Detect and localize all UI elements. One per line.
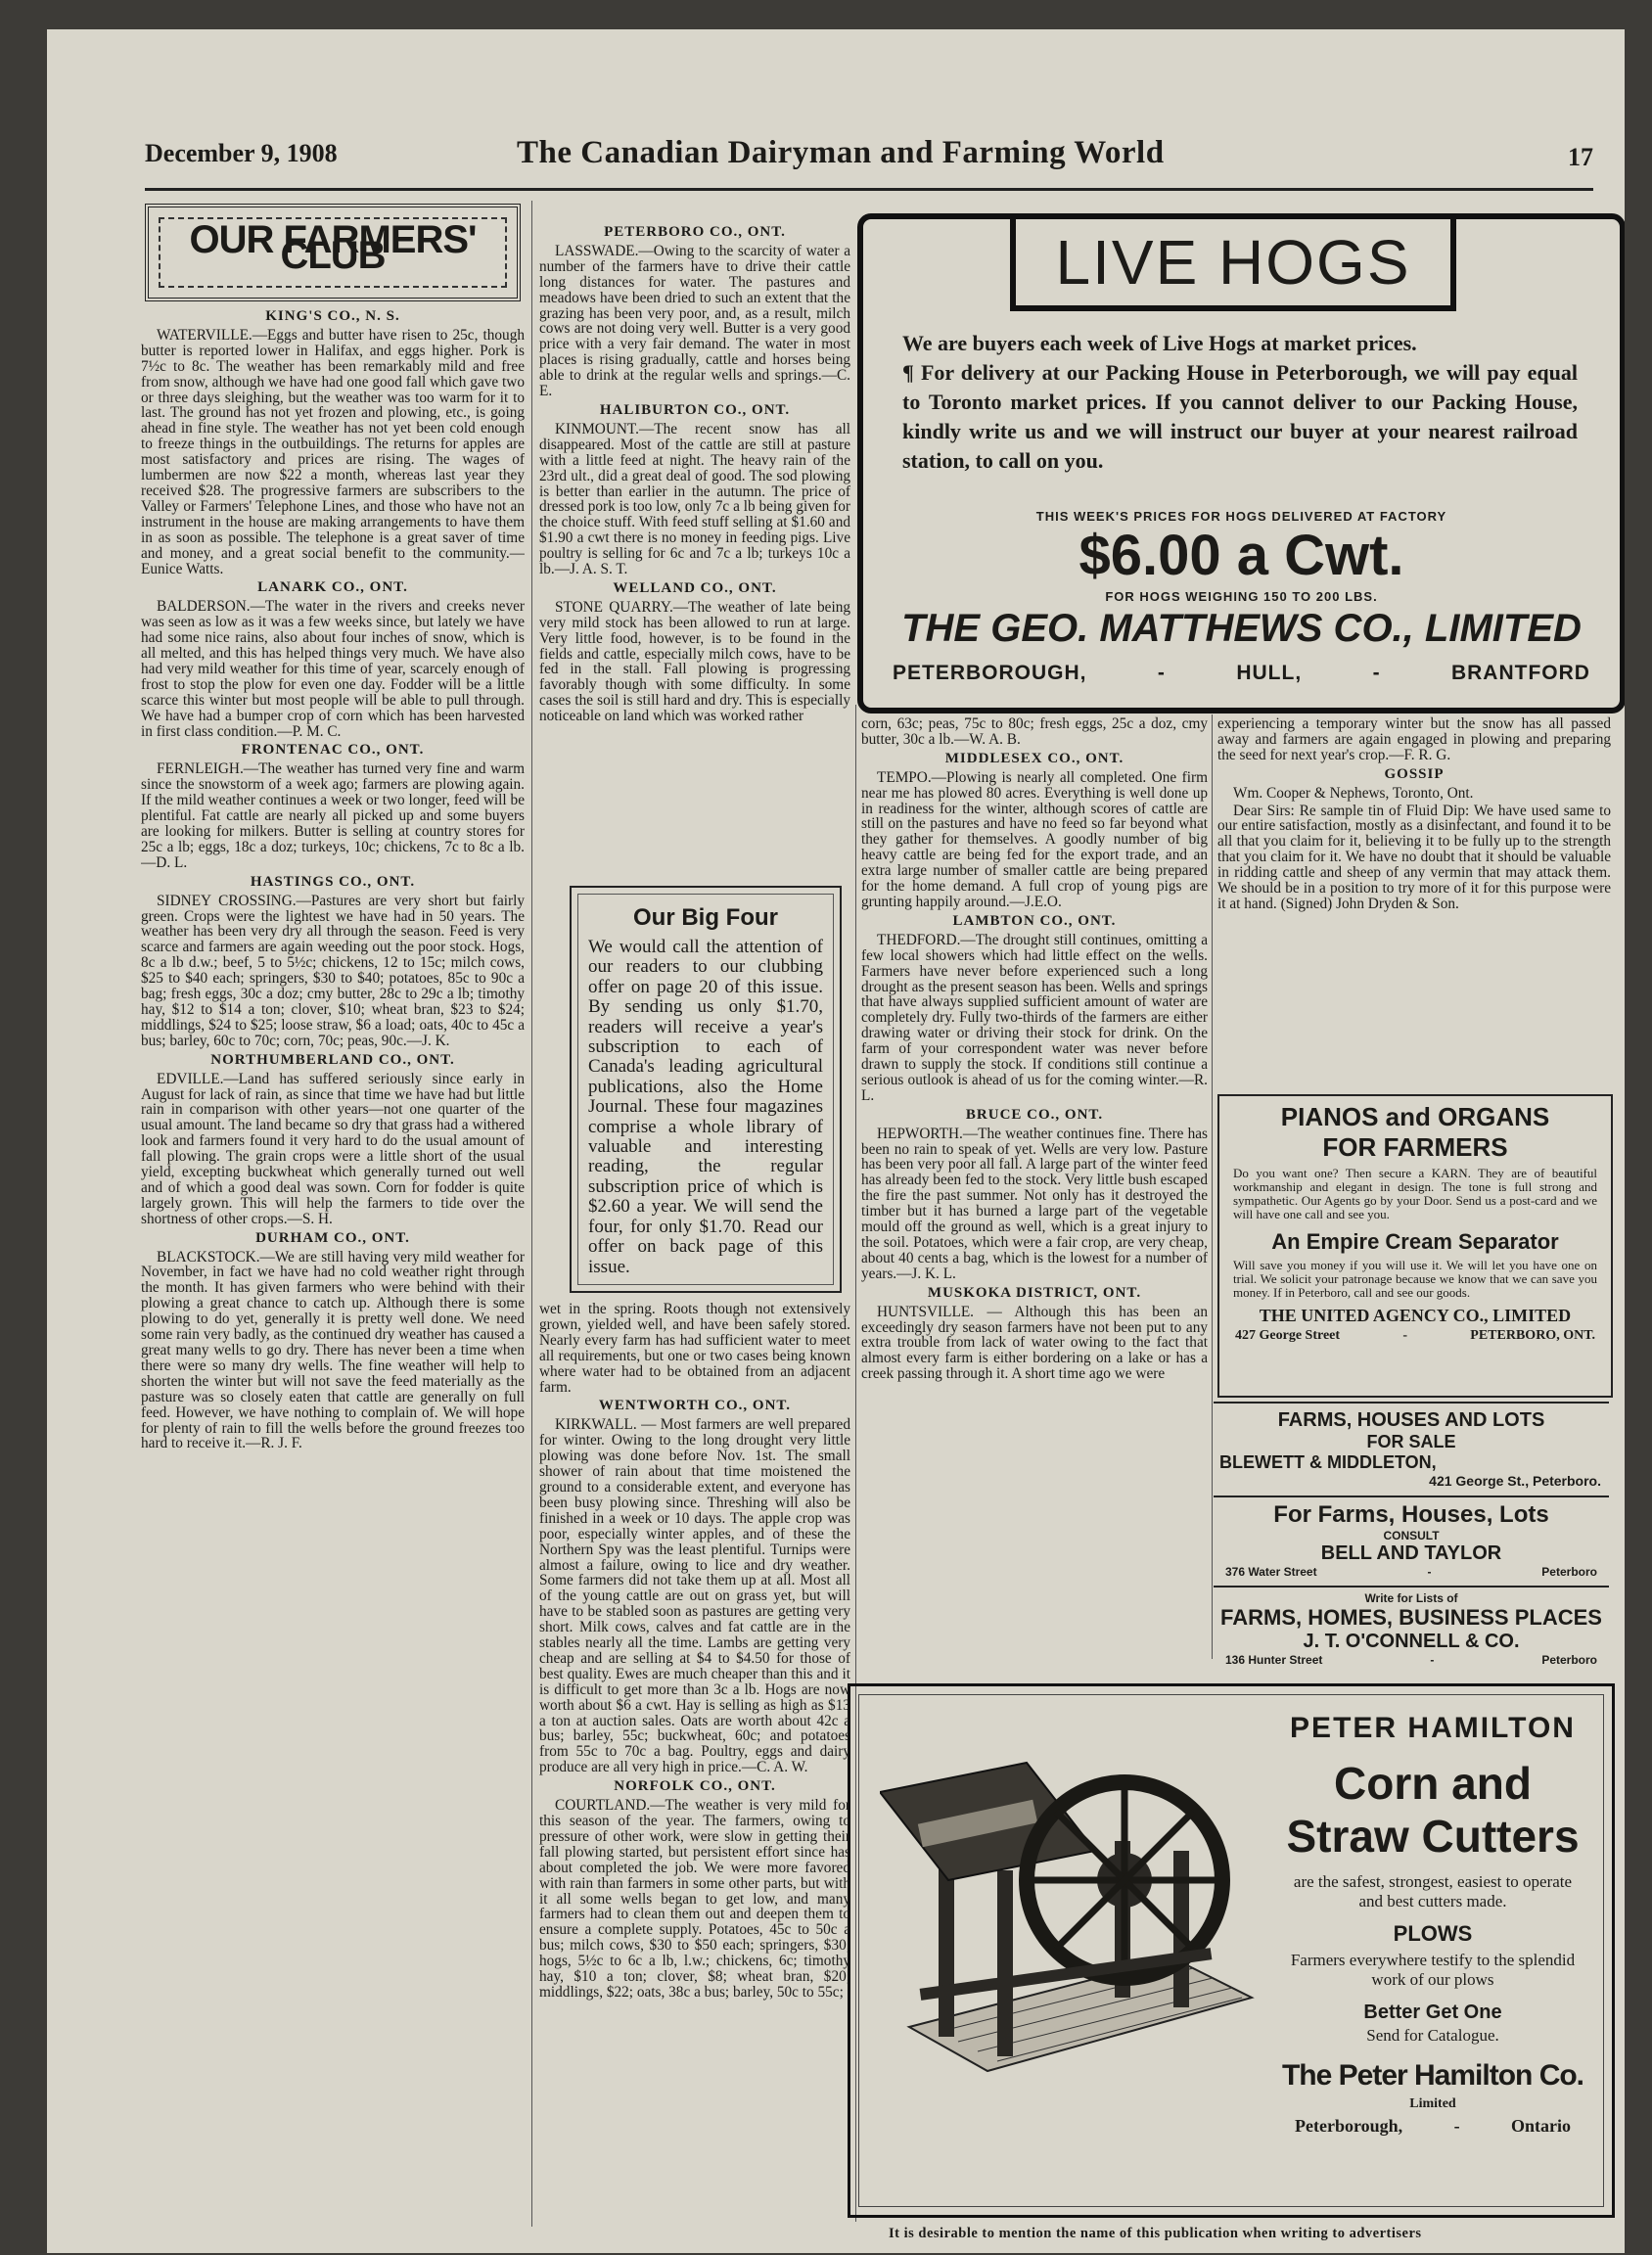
section-heading: LANARK CO., ONT. — [257, 579, 408, 596]
section-heading: WELLAND CO., ONT. — [613, 579, 777, 596]
bell-line-4 — [1214, 1565, 1609, 1579]
bell-taylor-ad — [1214, 1496, 1609, 1579]
column-2-bottom-articles — [539, 1302, 850, 2001]
straw-cutter-illustration — [880, 1733, 1262, 2086]
hamilton-location — [1271, 2112, 1594, 2140]
article-paragraph: BLACKSTOCK.—We are still having very mild weather for November, in fact we have had no cold weather right through the month. It has given farmers who were behind with their plowing a great chance to catch up. Although there is some plowing to do yet, generally it is pretty well done. We need some rain very badly, as the continued dry weather has caused a great many wells to go dry. There has never been a time when there were so many dry wells. The fine weather will help to shorten the winter but will not save the feed materially as the pasture was so closely eaten that cattle are generally on full feed. However, we have nothing to complain of. We will hope for plenty of rain to fill the wells before the ground freezes too hard to receive it.—R. J. F. — [141, 1248, 525, 1452]
article-paragraph: HUNTSVILLE. — Although this has been an exceedingly dry season farmers have not been put to any extra trouble from lack of water owing to the fact that almost every farm is either bordering on a lake or has a creek passing through it. A short time ago we were — [861, 1303, 1208, 1383]
oconnell-city: Peterboro — [1541, 1653, 1597, 1667]
city-peterborough: PETERBOROUGH, — [893, 662, 1087, 684]
article-paragraph: HEPWORTH.—The weather continues fine. There has been no rain to speak of yet. Wells are very low. Pasture has been very poor all fall. A large part of the winter feed has already been fed to the stock. Very little bush escaped the fire the past summer. Not only has it destroyed the timber but it has burned a large part of the vegetable mould off the ground as well, which is a great injury to the soil. Potatoes, which were a fair crop, are very cheap, about 40 cents a bag, which is the lowest for a number of years.—J. K. L. — [861, 1125, 1208, 1282]
hamilton-headline-2: Straw Cutters — [1286, 1811, 1580, 1862]
section-heading: KING'S CO., N. S. — [265, 308, 400, 324]
live-hogs-line-2: ¶ For delivery at our Packing House in Peterborough, we will pay equal to Toronto market prices. If you cannot deliver to our Packing House, kindly write us and we will instruct our buyer at your nearest railroad station, to call on you. — [902, 360, 1578, 473]
oconnell-line-1: Write for Lists of — [1364, 1591, 1458, 1605]
live-hogs-ad — [857, 213, 1625, 713]
blewett-line-1: FARMS, HOUSES AND LOTS — [1277, 1409, 1545, 1431]
header-rule — [145, 188, 1593, 191]
agency-city: PETERBORO, ONT. — [1470, 1328, 1595, 1343]
dash: - — [1372, 662, 1381, 684]
article-paragraph: Wm. Cooper & Nephews, Toronto, Ont. — [1233, 784, 1474, 802]
hamilton-province: Ontario — [1511, 2116, 1571, 2136]
section-heading: GOSSIP — [1384, 765, 1445, 782]
pianos-subtitle: FOR FARMERS — [1322, 1132, 1508, 1162]
oconnell-line-2: FARMS, HOMES, BUSINESS PLACES — [1220, 1605, 1602, 1630]
article-paragraph: KINMOUNT.—The recent snow has all disappeared. Most of the cattle are still at pasture with a little feed at night. The heavy rain of the 23rd ult., did a great deal of good. The sod plowing is better than earlier in the autumn. The price of dressed pork is too low, only 7c a lb being given for the choice stuff. With feed stuff selling at $1.60 and $1.90 a cwt there is no money in feeding pigs. Live poultry is selling for 6c and 7c a lb; turkeys 10c a lb.—J. A. S. T. — [539, 420, 850, 578]
section-heading: MIDDLESEX CO., ONT. — [944, 750, 1124, 766]
page-header — [145, 135, 1593, 178]
united-agency-address — [1219, 1326, 1611, 1346]
hamilton-plows: PLOWS — [1393, 1921, 1473, 1946]
section-heading: MUSKOKA DISTRICT, ONT. — [927, 1284, 1142, 1301]
peter-hamilton-ad — [848, 1683, 1615, 2218]
city-brantford: BRANTFORD — [1450, 662, 1590, 684]
section-heading: NORTHUMBERLAND CO., ONT. — [210, 1051, 455, 1068]
hamilton-text — [1271, 1712, 1594, 2140]
article-paragraph: Dear Sirs: Re sample tin of Fluid Dip: We have used same to our entire satisfaction, mostly as a disinfectant, and found it to be all that you claim for it, believing it to be fully up to the strength that you claim for it. We have no doubt that it should be valuable in ridding cattle and sheep of any vermin that may attack them. We should be in a position to try more of it for this purpose were it at hand. (Signed) John Dryden & Son. — [1217, 802, 1611, 912]
united-agency: THE UNITED AGENCY CO., LIMITED — [1259, 1306, 1572, 1325]
blewett-line-4: 421 George St., Peterboro. — [1429, 1473, 1601, 1489]
article-paragraph: BALDERSON.—The water in the rivers and creeks never was seen as low as it was a few weeks since, but lately we have had some nice rains, also about four inches of snow, which is all melted, and this has helped things very much. We have also had very mild weather for this time of year, scarcely enough of frost to stop the plow for even one day. Fodder will be a little scarce this winter but most people will be able to pull through. We have had a bumper crop of corn which has been harvested in first class condition.—P. M. C. — [141, 598, 525, 740]
article-paragraph: LASSWADE.—Owing to the scarcity of water a number of the farmers have to drive their cattle long distances for water. The pastures and meadows have been dried to such an extent that the grazing has been very poor, and, as a result, milch cows are not doing very well. Butter is a very good price with a very fair demand. The water in most places is rising gradually, cattle and horses being able to drink at the regular wells and springs.—C. E. — [539, 242, 850, 400]
article-paragraph: STONE QUARRY.—The weather of late being very mild stock has been allowed to run at large. Very little food, however, is to be found in the fields and cattle, especially milch cows, have to be fed in the stall. Fall plowing is progressing favorably though with some difficulty. In some cases the soil is still hard and dry. This is especially noticeable on land which was worked rather — [539, 598, 850, 725]
live-hogs-weight: FOR HOGS WEIGHING 150 TO 200 LBS. — [1105, 589, 1378, 604]
section-heading: PETERBORO CO., ONT. — [604, 224, 786, 240]
section-heading: WENTWORTH CO., ONT. — [598, 1398, 792, 1414]
bell-line-1: For Farms, Houses, Lots — [1273, 1501, 1549, 1528]
publication-title: The Canadian Dairyman and Farming World — [517, 135, 1165, 170]
issue-date: December 9, 1908 — [145, 139, 338, 167]
hamilton-city: Peterborough, — [1295, 2116, 1403, 2136]
column-1 — [141, 204, 525, 2230]
article-paragraph: EDVILLE.—Land has suffered seriously since early in August for lack of rain, as since that time we have had but little rain in comparison with other years—not one quarter of the usual amount. The land became so dry that grass had a withered look and farmers found it very hard to do the usual amount of fall plowing. The grain crops were a little short of the usual yield, excepting buckwheat which generally turned out well and of which a good deal was sown. Corn for fodder is quite largely grown. This will help the farmers to tide over the shortness of other crops.—S. H. — [141, 1070, 525, 1227]
big-four-title: Our Big Four — [633, 904, 778, 931]
section-heading: HALIBURTON CO., ONT. — [599, 401, 791, 418]
live-hogs-price: $6.00 a Cwt. — [1078, 524, 1404, 587]
article-paragraph: THEDFORD.—The drought still continues, omitting a few local showers which had little effect on the wells. Farmers have never before experienced such a long drought as the present season has been. Wells and springs that have always supplied sufficient amount of water are completely dry. Fully two-thirds of the farmers are either drawing water or driving their stock for drink. On the farm of your correspondent water was never before drawn to supply the stock. If conditions still continue a serious outlook is ahead of us for the coming winter.—R. L. — [861, 931, 1208, 1104]
section-heading: FRONTENAC CO., ONT. — [241, 742, 425, 759]
bell-city: Peterboro — [1541, 1565, 1597, 1579]
separator-text: Will save you money if you will use it. We will let you have one on trial. We solicit your patronage because we know that we can save you money. If in Peterboro, call and see our goods. — [1233, 1258, 1597, 1300]
article-continuation: experiencing a temporary winter but the snow has all passed away and farmers are again engaged in plowing and preparing the seed for next year's crop.—F. R. G. — [1217, 716, 1611, 763]
dash: - — [1453, 2116, 1460, 2136]
hamilton-desc: are the safest, strongest, easiest to operate and best cutters made. — [1293, 1872, 1573, 1910]
oconnell-line-4 — [1214, 1653, 1609, 1667]
column-divider — [1212, 714, 1213, 1659]
live-hogs-company: THE GEO. MATTHEWS CO., LIMITED — [901, 607, 1582, 650]
hamilton-catalogue: Send for Catalogue. — [1366, 2026, 1499, 2045]
dash: - — [1430, 1653, 1435, 1667]
bell-street: 376 Water Street — [1225, 1565, 1317, 1579]
article-paragraph: WATERVILLE.—Eggs and butter have risen to 25c, though butter is reported lower in Halifax, and eggs higher. Pork is 7½c to 8c. The weather has been remarkably mild and free from snow, although we have had one good fall which gave two or three days sleighing, but the weather was too warm for it to last. The ground has not yet frozen and plowing, etc., is going ahead in fine style. The weather has not yet been cold enough to freeze things in the outbuildings. The returns for apples are most satisfactory and prices are rising. The wages of lumbermen are now $22 a month, whereas last year they received $28. The progressive farmers are subscribers to the Valley or Farmers' Telephone Lines, and those who have not an instrument in the house are making arrangements to have them in as soon as possible. The telephone is a great saver of time and money, and a great social benefit to the community.—Eunice Watts. — [141, 326, 525, 577]
column-4-articles — [1217, 716, 1611, 912]
column-2-top-articles — [539, 225, 850, 724]
article-continuation: wet in the spring. Roots though not extensively grown, yielded well, and have been safely stored. Nearly every farm has had sufficient water to meet all requirements, but one or two cases being known where water had to be obtained from an adjacent farm. — [539, 1302, 850, 1396]
blewett-line-3: BLEWETT & MIDDLETON, — [1219, 1452, 1437, 1472]
article-continuation: corn, 63c; peas, 75c to 80c; fresh eggs, 25c a doz, cmy butter, 30c a lb.—W. A. B. — [861, 716, 1208, 748]
hamilton-company: The Peter Hamilton Co. — [1281, 2059, 1584, 2092]
hamilton-headline-1: Corn and — [1334, 1758, 1532, 1809]
farmers-club-banner — [145, 204, 521, 301]
oconnell-line-3: J. T. O'CONNELL & CO. — [1303, 1631, 1520, 1652]
live-hogs-week-prices: THIS WEEK'S PRICES FOR HOGS DELIVERED AT FACTORY — [1035, 509, 1447, 524]
pianos-organs-ad — [1217, 1094, 1613, 1398]
article-paragraph: COURTLAND.—The weather is very mild for this season of the year. The farmers, owing to pressure of other work, were slow in getting their fall plowing started, but persistent effort since has about completed the job. We were more favored with rain than farmers in some other parts, but with it all some wells began to get low, and many farmers had to clean them out and deepen them to ensure a complete supply. Potatoes, 45c to 50c a bus; milch cows, $30 to $50 each; springers, $30; hogs, 5½c to 6c a lb, l.w.; chickens, 6c; timothy hay, $10 a ton; clover, $8; wheat bran, $20; middlings, $22; oats, 38c a bus; barley, 50c to 55c; — [539, 1797, 850, 2001]
article-paragraph: SIDNEY CROSSING.—Pastures are very short but fairly green. Crops were the lightest we have had in 50 years. The weather has been very dry all through the season. Feed is very scarce and farmers are again weeding out the poor stock. Hogs, 8c a lb d.w.; beef, 5 to 5½c; chickens, 12 to 15c; milch cows, $25 to $40 each; springers, $30 to $40; potatoes, 85c to 90c a bag; fresh eggs, 30c a doz; cmy butter, 28c to 29c a lb; timothy hay, $12 to $14 a ton; clover, $10; wheat bran, $23 to $24; middlings, $24 to $25; loose straw, $6 a load; oats, 40c to 45c a bus; barley, 60c to 70c; corn, 70c; peas, 90c.—J. K. — [141, 892, 525, 1049]
newspaper-page — [47, 29, 1625, 2253]
column-2-top — [539, 221, 850, 867]
article-paragraph: FERNLEIGH.—The weather has turned very fine and warm since the snowstorm of a week ago; farmers are plowing again. If the mild weather continues a week or two longer, feed will be plentiful. Fat cattle are nearly all picked up and some buyers are looking for milkers. Butter is selling at country stores for 25c a lb; eggs, 18c a doz; turkeys, 10c; chickens, 7c to 8c a lb.—D. L. — [141, 760, 525, 871]
bell-line-3: BELL AND TAYLOR — [1320, 1542, 1502, 1564]
advertisers-note: It is desirable to mention the name of this publication when writing to advertisers — [889, 2226, 1422, 2241]
column-1-articles — [141, 309, 525, 1451]
pianos-title: PIANOS and ORGANS — [1280, 1102, 1550, 1131]
column-4 — [1217, 716, 1611, 1088]
section-heading: DURHAM CO., ONT. — [255, 1229, 410, 1246]
separator-title: An Empire Cream Separator — [1271, 1229, 1559, 1254]
city-hull: HULL, — [1236, 662, 1303, 684]
dash: - — [1427, 1565, 1432, 1579]
oconnell-street: 136 Hunter Street — [1225, 1653, 1323, 1667]
column-3-articles — [861, 716, 1208, 1382]
section-heading: BRUCE CO., ONT. — [965, 1106, 1104, 1123]
dash: - — [1157, 662, 1166, 684]
live-hogs-line-1: We are buyers each week of Live Hogs at market prices. — [902, 331, 1417, 355]
oconnell-ad — [1214, 1586, 1609, 1668]
section-heading: HASTINGS CO., ONT. — [250, 873, 416, 890]
column-3 — [861, 716, 1208, 1656]
hamilton-plows-desc: Farmers everywhere testify to the splendid work of our plows — [1290, 1951, 1576, 1989]
article-paragraph: TEMPO.—Plowing is nearly all completed. One firm near me has plowed 80 acres. Everything is well done up in readiness for the winter, although scores of cattle are still on the pastures and have no feed so far beyond what they gather for themselves. A goodly number of big heavy cattle are being fed for the export trade, and an extra large number of smaller cattle are being prepared for the home demand. A full crop of young pigs are grunting happily around.—J.E.O. — [861, 768, 1208, 910]
hamilton-better: Better Get One — [1363, 2002, 1502, 2023]
dash: - — [1402, 1328, 1407, 1343]
page-number: 17 — [1568, 143, 1593, 171]
section-heading: NORFOLK CO., ONT. — [614, 1778, 776, 1795]
blewett-line-2: FOR SALE — [1366, 1432, 1456, 1451]
big-four-text: We would call the attention of our readers to our clubbing offer on page 20 of this issue. By sending us only $1.70, readers will receive a year's subscription to each of Canada's leading agricultural publications, also the Home Journal. These four magazines comprise a whole library of valuable and interesting reading, the regular subscription price of which is $2.60 a year. We will send the four, for only $1.70. Read our offer on back page of this issue. — [588, 937, 823, 1277]
hamilton-limited: Limited — [1409, 2096, 1456, 2111]
blewett-ad — [1214, 1402, 1609, 1489]
live-hogs-title: LIVE HOGS — [1010, 213, 1456, 311]
farmers-club-title: OUR FARMERS' CLUB — [189, 218, 477, 277]
bell-line-2: CONSULT — [1383, 1529, 1440, 1542]
live-hogs-cities — [893, 662, 1590, 685]
hamilton-name: PETER HAMILTON — [1290, 1712, 1576, 1744]
column-2-bottom — [539, 1302, 850, 2230]
section-heading: LAMBTON CO., ONT. — [952, 912, 1117, 929]
article-paragraph: KIRKWALL. — Most farmers are well prepared for winter. Owing to the long drought very little plowing was done before Nov. 1st. The small shower of rain about that time moistened the ground to a considerable extent, and everyone has been busy plowing since. Threshing will also be finished in a week or 10 days. The apple crop was poor, especially winter apples, and of these the Northern Spy was the least plentiful. Turnips were almost a failure, owing to lice and dry weather. Some farmers did not take them up at all. Most all of the young cattle are out on grass yet, but will have to be stabled soon as pastures are getting very short. Milk cows, calves and fat cattle are in the stables nearly all the time. Lambs are getting very cheap and are selling at $4 to $4.50 for those of best quality. Ewes are much cheaper than this and it is difficult to get more than 3c a lb. Hogs are now worth about $6 a cwt. Hay is selling as high as $13 a ton at auction sales. Oats are worth about 42c a bus; barley, 55c; buckwheat, 60c; and potatoes from 55c to 70c a bag. Poultry, eggs and dairy produce are all very high in price.—C. A. W. — [539, 1416, 850, 1776]
column-divider — [531, 201, 532, 2227]
pianos-text: Do you want one? Then secure a KARN. They are of beautiful workmanship and elegant in design. The tone is full strong and sympathetic. Our Agents go by your Door. Send us a post-card and we will have one call and see you. — [1233, 1166, 1597, 1221]
big-four-box — [570, 886, 842, 1293]
agency-street: 427 George Street — [1235, 1328, 1341, 1343]
